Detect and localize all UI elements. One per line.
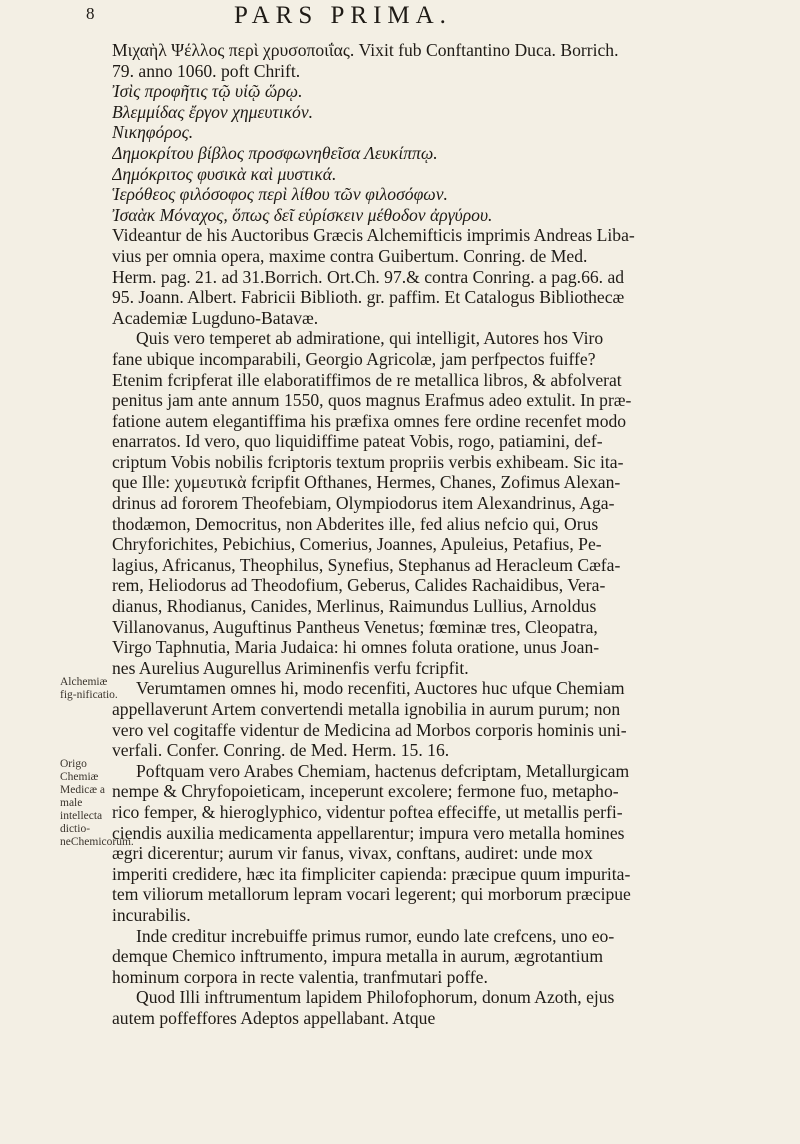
text-line: autem poffeffores Adeptos appellabant. Atque bbox=[112, 1007, 436, 1028]
text-line: que Ille: χυμευτικὰ fcripfit Ofthanes, Hermes, Chanes, Zofimus Alexan- bbox=[112, 472, 621, 493]
text-line: vius per omnia opera, maxime contra Guibertum. Conring. de Med. bbox=[112, 245, 588, 266]
text-line: nes Aurelius Augurellus Ariminenfis verfu fcripfit. bbox=[112, 657, 469, 678]
text-line: appellaverunt Artem convertendi metalla ignobilia in aurum purum; non bbox=[112, 699, 621, 719]
text-line: Poftquam vero Arabes Chemiam, hactenus defcriptam, Metallurgicam bbox=[136, 760, 630, 781]
text-line: fane ubique incomparabili, Georgio Agricolæ, jam perfpectos fuiffe? bbox=[112, 348, 596, 369]
text-line: Quod Illi inftrumentum lapidem Philofophorum, donum Azoth, ejus bbox=[136, 987, 615, 1008]
text-line: Etenim fcripferat ille elaboratiffimos de re metallica libros, & abfolverat bbox=[112, 369, 622, 390]
text-line: Virgo Taphnutia, Maria Judaica: hi omnes foluta oratione, unus Joan- bbox=[112, 637, 600, 658]
text-line: rem, Heliodorus ad Theodofium, Geberus, Calides Rachaidibus, Vera- bbox=[112, 575, 606, 596]
text-line: thodæmon, Democritus, non Abderites ille, fed alius nefcio qui, Orus bbox=[112, 513, 599, 534]
text-line: Videantur de his Auctoribus Græcis Alchemifticis imprimis Andreas Liba- bbox=[112, 225, 635, 246]
text-line: Herm. pag. 21. ad 31.Borrich. Ort.Ch. 97.& contra Conring. a pag.66. ad bbox=[112, 266, 625, 287]
text-line: ægri dicerentur; aurum vir fanus, vivax, conftans, audiret: unde mox bbox=[112, 843, 593, 864]
text-line: Quis vero temperet ab admiratione, qui intelligit, Autores hos Viro bbox=[136, 328, 604, 349]
text-line: Δημόκριτος φυσικὰ καὶ μυστικά. bbox=[112, 163, 337, 184]
text-line: Ἰσαὰκ Μόναχος, ὅπως δεῖ εὑρίσκειν μέθοδον ἀργύρου. bbox=[112, 204, 493, 225]
text-line: Δημοκρίτου βίβλος προσφωνηθεῖσα Λευκίππῳ. bbox=[112, 142, 438, 163]
margin-note-alchemy: Alchemiæ fig-nificatio. bbox=[60, 676, 118, 701]
text-line: Inde creditur increbuiffe primus rumor, eundo late crefcens, uno eo- bbox=[136, 925, 615, 946]
text-line: Μιχαὴλ Ψέλλος περὶ χρυσοποιΐας. Vixit fub Conftantino Duca. Borrich. bbox=[112, 40, 619, 60]
text-line: hominum corpora in recte valentia, tranfmutari poffe. bbox=[112, 966, 488, 987]
text-line: Βλεμμίδας ἔργον χημευτικόν. bbox=[112, 101, 314, 122]
text-line: criptum Vobis nobilis fcriptoris textum propriis verbis exhibeam. Sic ita- bbox=[112, 451, 624, 472]
text-line: tem viliorum metallorum lepram vocari legerent; qui morborum præcipue bbox=[112, 884, 631, 905]
text-line: Academiæ Lugduno-Batavæ. bbox=[112, 307, 319, 328]
running-head: PARS PRIMA. bbox=[234, 2, 452, 29]
text-line: imperiti credidere, hæc ita fimpliciter capienda: præcipue quum impurita- bbox=[112, 863, 631, 884]
margin-note-origin: Origo Chemiæ Medicæ a male intellecta dictio-neChemicorum. bbox=[60, 758, 134, 848]
text-line: dianus, Rhodianus, Canides, Merlinus, Raimundus Lullius, Arnoldus bbox=[112, 596, 597, 617]
text-line: Ἱερόθεος φιλόσοφος περὶ λίθου τῶν φιλοσόφων. bbox=[112, 184, 448, 205]
text-line: Ἰσὶς προφῆτις τῷ υἱῷ ὥρῳ. bbox=[112, 81, 303, 102]
text-line: verfali. Confer. Conring. de Med. Herm. 15. 16. bbox=[112, 740, 450, 761]
text-line: drinus ad fororem Theofebiam, Olympiodorus item Alexandrinus, Aga- bbox=[112, 493, 615, 514]
page-header bbox=[86, 4, 786, 30]
text-line: fatione autem elegantiffima his præfixa omnes fere ordine recenfet modo bbox=[112, 410, 627, 431]
text-line: Villanovanus, Auguftinus Pantheus Venetus; fœminæ tres, Cleopatra, bbox=[112, 616, 598, 637]
text-line: Verumtamen omnes hi, modo recenfiti, Auctores huc ufque Chemiam bbox=[136, 678, 625, 699]
text-line: vero vel cogitaffe videntur de Medicina ad Morbos corporis hominis uni- bbox=[112, 719, 627, 740]
text-line: 79. anno 1060. poft Chrift. bbox=[112, 60, 301, 81]
text-line: Νικηφόρος. bbox=[112, 122, 194, 143]
text-line: rico femper, & hieroglyphico, videntur poftea effeciffe, ut metallis perfi- bbox=[112, 801, 623, 822]
text-line: lagius, Africanus, Theophilus, Synefius, Stephanus ad Heracleum Cæfa- bbox=[112, 554, 621, 575]
text-line: demque Chemico inftrumento, impura metalla in aurum, ægrotantium bbox=[112, 946, 604, 967]
text-line: incurabilis. bbox=[112, 904, 191, 925]
text-line: Chryforichites, Pebichius, Comerius, Joannes, Apuleius, Petafius, Pe- bbox=[112, 534, 602, 555]
text-line: enarratos. Id vero, quo liquidiffime pateat Vobis, rogo, patiamini, def- bbox=[112, 431, 603, 452]
text-line: nempe & Chryfopoieticam, inceperunt excolere; fermone fuo, metapho- bbox=[112, 781, 619, 802]
text-line: ciendis auxilia medicamenta appellarentur; impura vero metalla homines bbox=[112, 822, 625, 843]
text-line: 95. Joann. Albert. Fabricii Biblioth. gr. paffim. Et Catalogus Bibliothecæ bbox=[112, 287, 625, 308]
text-line: penitus jam ante annum 1550, quos magnus Erafmus adeo extulit. In præ- bbox=[112, 390, 632, 411]
body-text bbox=[112, 40, 790, 1029]
page-number: 8 bbox=[86, 4, 95, 23]
